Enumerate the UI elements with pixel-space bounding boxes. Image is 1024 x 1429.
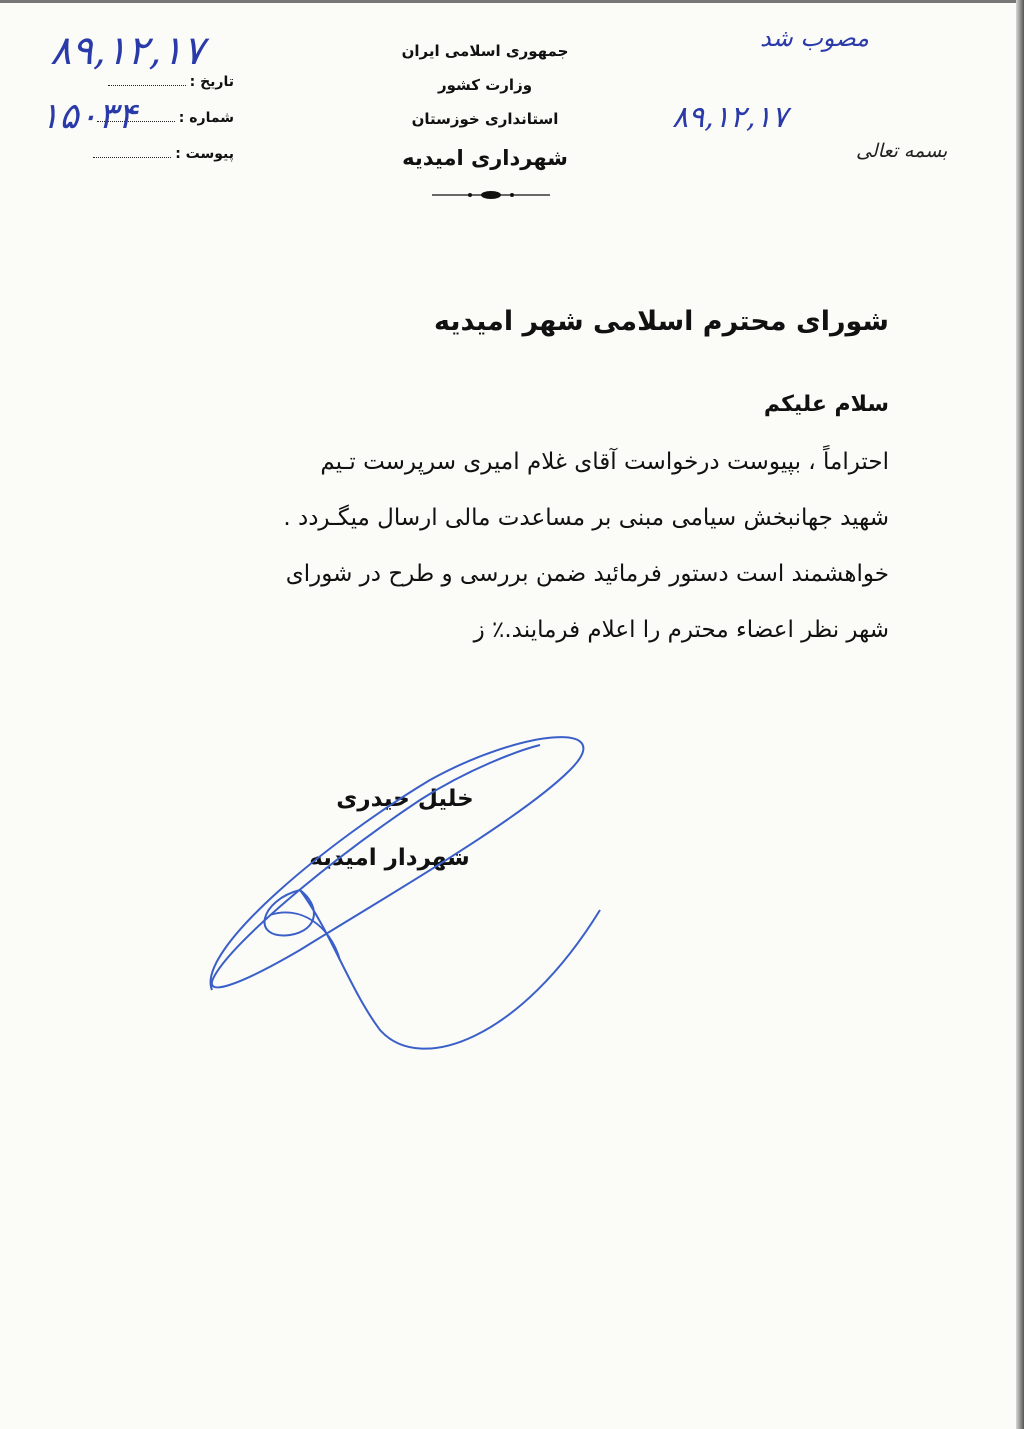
signatory-title: شهردار امیدیه <box>309 845 470 871</box>
handwritten-number: ۱۵۰۳۴ <box>40 96 137 137</box>
body-line: شهید جهانبخش سیامی مبنی بر مساعدت مالی ارسال میگـردد . <box>283 505 889 531</box>
invocation-text: بسمه تعالی <box>856 140 948 162</box>
letterhead-ministry: وزارت کشور <box>437 76 533 94</box>
handwritten-approval-date: ۸۹,۱۲,۱۷ <box>672 100 788 135</box>
letterhead-country: جمهوری اسلامی ایران <box>401 42 569 60</box>
number-label: شماره : <box>178 110 234 126</box>
letter-addressee: شورای محترم اسلامی شهر امیدیه <box>433 306 889 337</box>
body-line: شهر نظر اعضاء محترم را اعلام فرمایند.٪ ز <box>473 617 889 643</box>
body-line: خواهشمند است دستور فرمائید ضمن بررسی و طرح در شورای <box>285 561 889 587</box>
attachment-field <box>93 146 234 162</box>
date-field <box>108 74 234 90</box>
scan-right-edge <box>1016 0 1024 1429</box>
scan-top-edge <box>0 0 1024 3</box>
handwritten-date: ۸۹,۱۲,۱۷ <box>50 28 205 74</box>
signatory-name: خلیل حیدری <box>336 786 474 812</box>
date-label: تاریخ : <box>189 74 234 90</box>
letterhead-province: استانداری خوزستان <box>411 110 559 128</box>
body-line: احتراماً ، بپیوست درخواست آقای غلام امیری سرپرست تـیم <box>320 449 889 475</box>
letterhead-municipality: شهرداری امیدیه <box>402 146 568 170</box>
letter-salutation: سلام علیکم <box>763 392 889 417</box>
handwritten-approval-note: مصوب شد <box>760 24 869 52</box>
letterhead-ornament <box>432 188 550 202</box>
attachment-label: پیوست : <box>175 146 234 162</box>
attachment-dotted-line <box>93 147 171 158</box>
date-dotted-line <box>108 75 186 86</box>
